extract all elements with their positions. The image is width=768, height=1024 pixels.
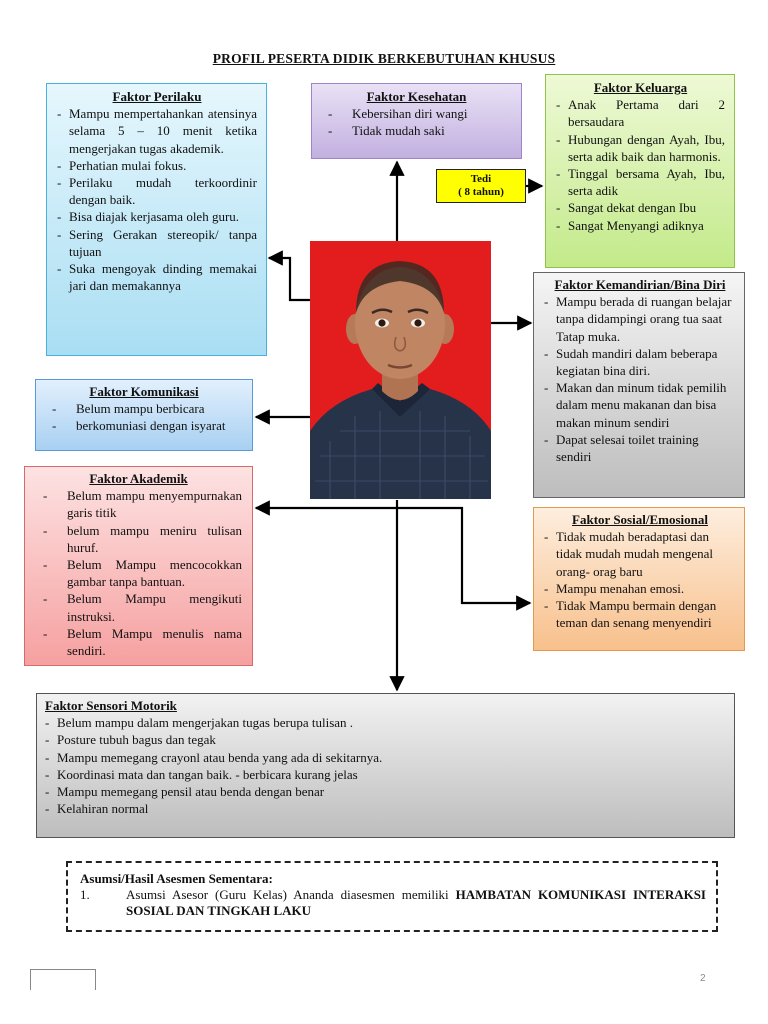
faktor-kesehatan-list (320, 105, 513, 139)
list-item: - Tidak mudah beradaptasi dan tidak mudah mudah mengenal orang- orag baru (544, 528, 736, 580)
faktor-keluarga-list (556, 96, 725, 234)
faktor-sensori-title: Faktor Sensori Motorik (45, 698, 177, 713)
list-item: - Makan dan minum tidak pemilih dalam menu makanan dan bisa makan minum sendiri (544, 379, 736, 431)
list-item: - Kebersihan diri wangi (320, 105, 513, 122)
faktor-perilaku-list (57, 105, 257, 294)
list-item: - Belum Mampu mengikuti instruksi. (35, 590, 242, 624)
student-name: Tedi (470, 173, 492, 185)
list-item: - Perhatian mulai fokus. (57, 157, 257, 174)
list-item: - Sangat dekat dengan Ibu (556, 199, 725, 216)
list-item: - Tidak mudah saki (320, 122, 513, 139)
student-name-label (436, 169, 526, 203)
portrait-illustration (310, 241, 491, 499)
asumsi-text-prefix: Asumsi Asesor (Guru Kelas) Ananda diasesmen memiliki (126, 887, 449, 902)
faktor-akademik-title: Faktor Akademik (89, 471, 188, 486)
faktor-keluarga-title: Faktor Keluarga (593, 80, 688, 95)
list-item: - Hubungan dengan Ayah, Ibu, serta adik baik dan harmonis. (556, 131, 725, 165)
asumsi-box (66, 861, 718, 932)
page-number: 2 (700, 973, 706, 984)
faktor-kesehatan-title: Faktor Kesehatan (366, 89, 467, 104)
list-item: - Mampu memegang pensil atau benda dengan benar (45, 783, 726, 800)
faktor-kemandirian-title: Faktor Kemandirian/Bina Diri (554, 277, 726, 292)
faktor-akademik-box (24, 466, 253, 666)
faktor-perilaku-box (46, 83, 267, 356)
list-item: - Perilaku mudah terkoordinir dengan baik. (57, 174, 257, 208)
list-item: - Bisa diajak kerjasama oleh guru. (57, 208, 257, 225)
list-item: - belum mampu meniru tulisan huruf. (35, 522, 242, 556)
list-item: - Posture tubuh bagus dan tegak (45, 731, 726, 748)
list-item: - Tidak Mampu bermain dengan teman dan senang menyendiri (544, 597, 736, 631)
faktor-kesehatan-box (311, 83, 522, 159)
arrow-to-akademik (256, 500, 397, 508)
faktor-keluarga-box (545, 74, 735, 268)
asumsi-row (80, 887, 706, 919)
list-item: - Mampu memegang crayonl atau benda yang ada di sekitarnya. (45, 749, 726, 766)
list-item: - Dapat selesai toilet training sendiri (544, 431, 736, 465)
faktor-komunikasi-box (35, 379, 253, 451)
faktor-komunikasi-list (44, 400, 244, 434)
list-item: - Suka mengoyak dinding memakai jari dan memakannya (57, 260, 257, 294)
list-item: - Anak Pertama dari 2 bersaudara (556, 96, 725, 130)
faktor-kemandirian-list (544, 293, 736, 465)
list-item: - Mampu menahan emosi. (544, 580, 736, 597)
list-item: - Koordinasi mata dan tangan baik. - berbicara kurang jelas (45, 766, 726, 783)
faktor-perilaku-title: Faktor Perilaku (112, 89, 202, 104)
list-item: - Belum mampu berbicara (44, 400, 244, 417)
faktor-komunikasi-title: Faktor Komunikasi (89, 384, 199, 399)
faktor-akademik-list (35, 487, 242, 659)
faktor-sensori-box (36, 693, 735, 838)
faktor-sosial-title: Faktor Sosial/Emosional (572, 512, 708, 527)
asumsi-text-highlight: HAMBATAN KOMUNIKASI INTERAKSI SOSIAL DAN TINGKAH LAKU (126, 887, 706, 918)
asumsi-title: Asumsi/Hasil Asesmen Sementara: (80, 871, 273, 886)
list-item: - Sangat Menyangi adiknya (556, 217, 725, 234)
student-photo (310, 241, 491, 499)
arrow-to-perilaku (269, 258, 310, 300)
student-age: ( 8 tahun) (458, 186, 504, 198)
asumsi-text (126, 887, 706, 919)
page-title: PROFIL PESERTA DIDIK BERKEBUTUHAN KHUSUS (212, 51, 556, 66)
list-item: - Sudah mandiri dalam beberapa kegiatan bina diri. (544, 345, 736, 379)
arrow-to-sosial (397, 508, 530, 603)
faktor-sosial-box (533, 507, 745, 651)
list-item: - Tinggal bersama Ayah, Ibu, serta adik (556, 165, 725, 199)
list-item: - Kelahiran normal (45, 800, 726, 817)
list-item: - Belum mampu menyempurnakan garis titik (35, 487, 242, 521)
list-item: - Belum Mampu mencocokkan gambar tanpa bantuan. (35, 556, 242, 590)
list-item: - Belum Mampu menulis nama sendiri. (35, 625, 242, 659)
faktor-sensori-list (45, 714, 726, 817)
asumsi-number: 1. (80, 887, 90, 902)
faktor-kemandirian-box (533, 272, 745, 498)
list-item: - Mampu berada di ruangan belajar tanpa didampingi orang tua saat Tatap muka. (544, 293, 736, 345)
faktor-sosial-list (544, 528, 736, 631)
list-item: - berkomuniasi dengan isyarat (44, 417, 244, 434)
footer-box (30, 969, 96, 990)
list-item: - Mampu mempertahankan atensinya selama 5 – 10 menit ketika mengerjakan tugas akademik. (57, 105, 257, 157)
list-item: - Sering Gerakan stereopik/ tanpa tujuan (57, 226, 257, 260)
list-item: - Belum mampu dalam mengerjakan tugas berupa tulisan . (45, 714, 726, 731)
